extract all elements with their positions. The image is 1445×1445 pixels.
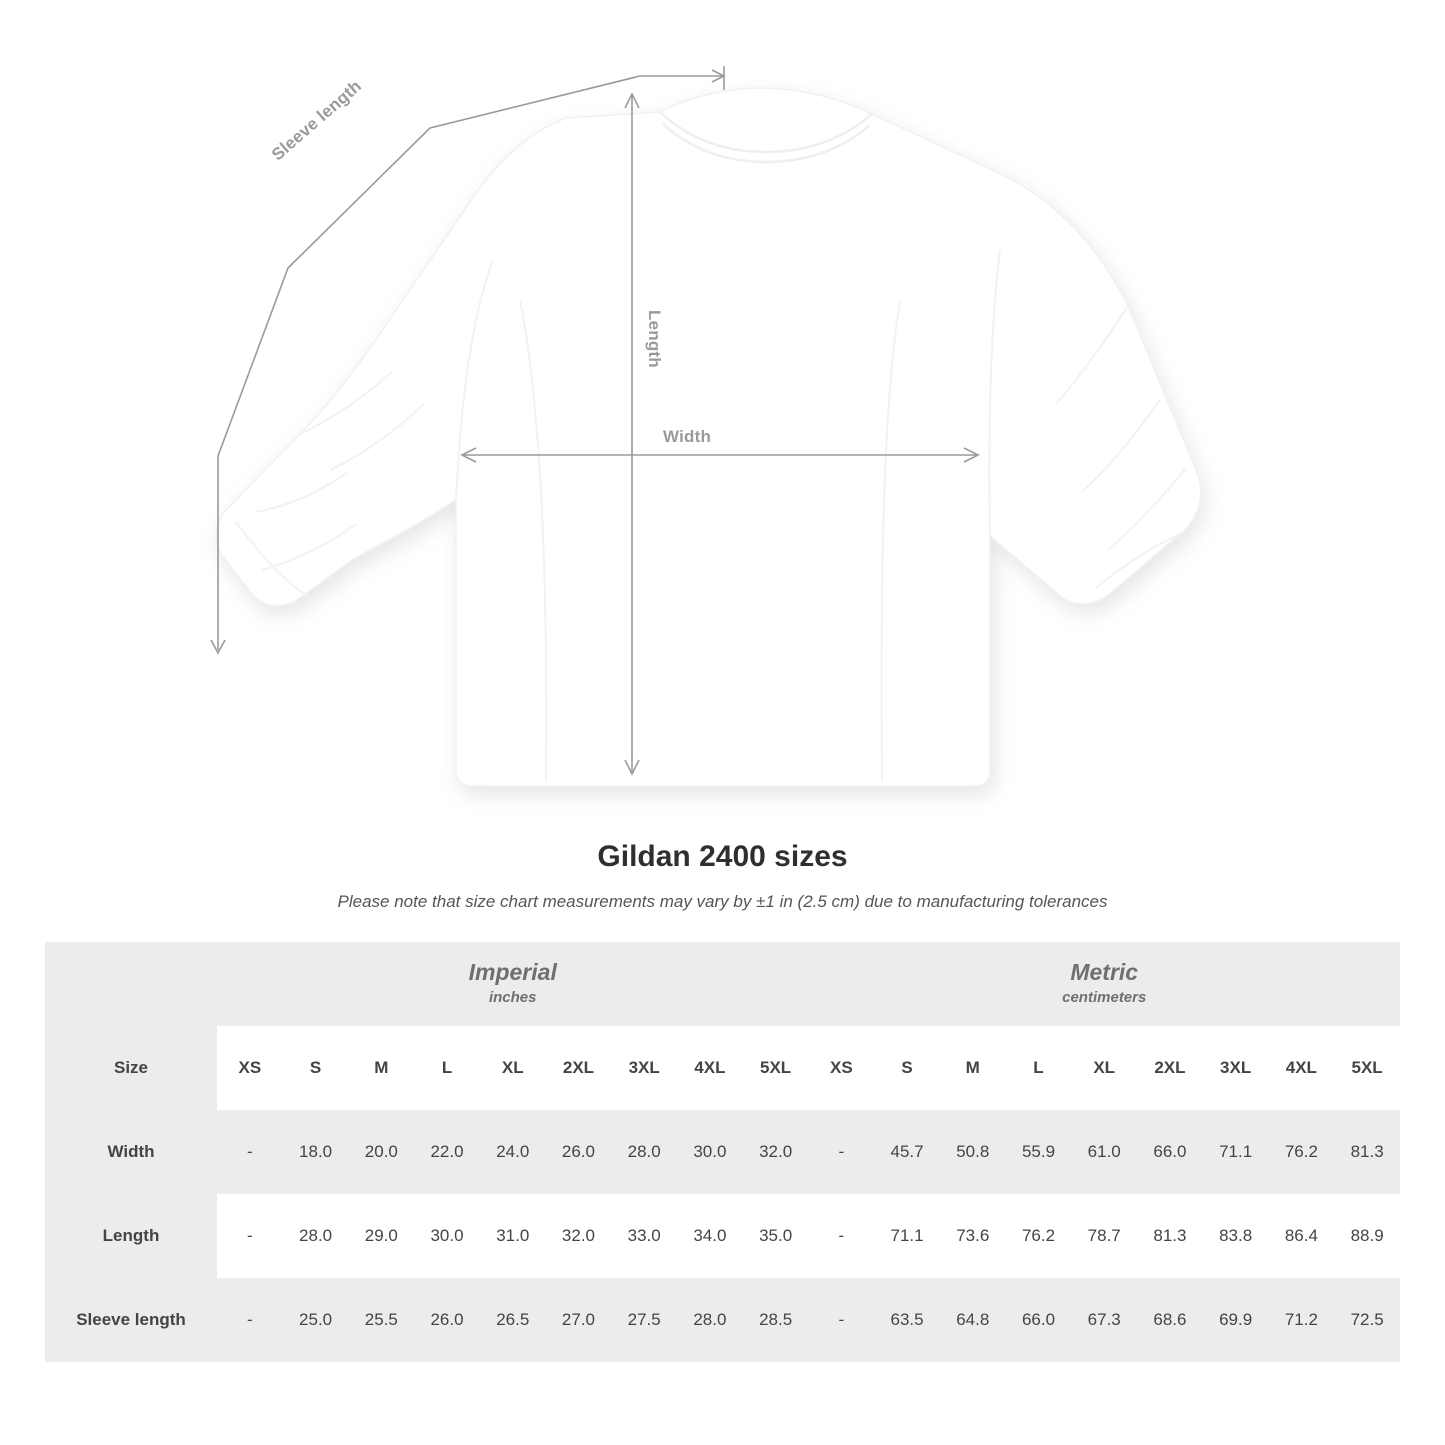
size-column-header: XL bbox=[1071, 1026, 1137, 1110]
measurement-cell: 26.0 bbox=[414, 1278, 480, 1362]
measurement-cell: 88.9 bbox=[1334, 1194, 1400, 1278]
imperial-header bbox=[217, 942, 808, 1026]
measurement-row-label: Length bbox=[45, 1194, 217, 1278]
measurement-cell: 66.0 bbox=[1006, 1278, 1072, 1362]
size-column-header: 3XL bbox=[1203, 1026, 1269, 1110]
size-column-header: XS bbox=[808, 1026, 874, 1110]
measurement-cell: 32.0 bbox=[743, 1110, 809, 1194]
measurement-cell: 72.5 bbox=[1334, 1278, 1400, 1362]
size-column-header: 5XL bbox=[1334, 1026, 1400, 1110]
measurement-cell: 50.8 bbox=[940, 1110, 1006, 1194]
title-block bbox=[0, 840, 1445, 912]
size-column-header: S bbox=[283, 1026, 349, 1110]
size-column-header: 4XL bbox=[677, 1026, 743, 1110]
measurement-cell: 28.0 bbox=[283, 1194, 349, 1278]
metric-unit-label: centimeters bbox=[1062, 989, 1147, 1007]
measurement-cell: - bbox=[217, 1194, 283, 1278]
size-header-row bbox=[45, 1026, 1400, 1110]
measurement-cell: 73.6 bbox=[940, 1194, 1006, 1278]
size-column-header: 3XL bbox=[611, 1026, 677, 1110]
measurement-cell: 55.9 bbox=[1006, 1110, 1072, 1194]
measurement-cell: 28.0 bbox=[677, 1278, 743, 1362]
measurement-cell: 66.0 bbox=[1137, 1110, 1203, 1194]
measurement-cell: 63.5 bbox=[874, 1278, 940, 1362]
measurement-cell: 18.0 bbox=[283, 1110, 349, 1194]
size-column-header: S bbox=[874, 1026, 940, 1110]
size-column-header: L bbox=[414, 1026, 480, 1110]
measurement-cell: 28.5 bbox=[743, 1278, 809, 1362]
measurement-cell: 26.5 bbox=[480, 1278, 546, 1362]
size-column-header: 2XL bbox=[546, 1026, 612, 1110]
measurement-cell: 25.0 bbox=[283, 1278, 349, 1362]
metric-system-label: Metric bbox=[1070, 958, 1139, 985]
unit-header-row bbox=[45, 942, 1400, 1026]
size-column-header: 4XL bbox=[1269, 1026, 1335, 1110]
measurement-cell: - bbox=[217, 1110, 283, 1194]
size-column-header: M bbox=[940, 1026, 1006, 1110]
measurement-row-label: Sleeve length bbox=[45, 1278, 217, 1362]
size-table-body bbox=[45, 1110, 1400, 1362]
measurement-cell: 29.0 bbox=[348, 1194, 414, 1278]
measurement-cell: 81.3 bbox=[1334, 1110, 1400, 1194]
measurement-cell: 69.9 bbox=[1203, 1278, 1269, 1362]
measurement-cell: 78.7 bbox=[1071, 1194, 1137, 1278]
table-row bbox=[45, 1110, 1400, 1194]
measurement-cell: 33.0 bbox=[611, 1194, 677, 1278]
measurement-cell: - bbox=[808, 1110, 874, 1194]
measurement-cell: 71.1 bbox=[1203, 1110, 1269, 1194]
measurement-cell: 28.0 bbox=[611, 1110, 677, 1194]
size-column-header: 5XL bbox=[743, 1026, 809, 1110]
size-table bbox=[45, 942, 1400, 1362]
measurement-cell: - bbox=[808, 1278, 874, 1362]
measurement-cell: 27.5 bbox=[611, 1278, 677, 1362]
measurement-cell: 67.3 bbox=[1071, 1278, 1137, 1362]
measurement-cell: - bbox=[217, 1278, 283, 1362]
measurement-cell: 30.0 bbox=[414, 1194, 480, 1278]
measurement-cell: 31.0 bbox=[480, 1194, 546, 1278]
measurement-cell: 68.6 bbox=[1137, 1278, 1203, 1362]
imperial-system-label: Imperial bbox=[468, 958, 557, 985]
measurement-cell: 61.0 bbox=[1071, 1110, 1137, 1194]
measurement-cell: 64.8 bbox=[940, 1278, 1006, 1362]
metric-header bbox=[808, 942, 1400, 1026]
measurement-cell: 76.2 bbox=[1006, 1194, 1072, 1278]
measurement-cell: 24.0 bbox=[480, 1110, 546, 1194]
unit-header-spacer bbox=[45, 942, 217, 1026]
measurement-cell: 45.7 bbox=[874, 1110, 940, 1194]
measurement-cell: 71.2 bbox=[1269, 1278, 1335, 1362]
measurement-cell: - bbox=[808, 1194, 874, 1278]
measurement-row-label: Width bbox=[45, 1110, 217, 1194]
size-column-header: XS bbox=[217, 1026, 283, 1110]
measurement-cell: 20.0 bbox=[348, 1110, 414, 1194]
size-column-header: 2XL bbox=[1137, 1026, 1203, 1110]
measurement-cell: 32.0 bbox=[546, 1194, 612, 1278]
size-header-label: Size bbox=[45, 1026, 217, 1110]
measurement-cell: 22.0 bbox=[414, 1110, 480, 1194]
table-row bbox=[45, 1278, 1400, 1362]
size-table-wrapper bbox=[45, 942, 1400, 1362]
measurement-cell: 71.1 bbox=[874, 1194, 940, 1278]
sleeve-length-dimension-label: Sleeve length bbox=[268, 76, 366, 165]
size-column-header: M bbox=[348, 1026, 414, 1110]
measurement-cell: 25.5 bbox=[348, 1278, 414, 1362]
measurement-cell: 76.2 bbox=[1269, 1110, 1335, 1194]
measurement-cell: 81.3 bbox=[1137, 1194, 1203, 1278]
page-title: Gildan 2400 sizes bbox=[597, 840, 848, 873]
table-row bbox=[45, 1194, 1400, 1278]
measurement-cell: 26.0 bbox=[546, 1110, 612, 1194]
measurement-cell: 83.8 bbox=[1203, 1194, 1269, 1278]
tolerance-note: Please note that size chart measurements may vary by ±1 in (2.5 cm) due to manufacturing tolerances bbox=[337, 892, 1108, 911]
length-dimension-label: Length bbox=[645, 310, 664, 368]
measurement-cell: 34.0 bbox=[677, 1194, 743, 1278]
size-column-header: XL bbox=[480, 1026, 546, 1110]
measurement-cell: 30.0 bbox=[677, 1110, 743, 1194]
width-dimension-label: Width bbox=[663, 427, 712, 446]
size-column-header: L bbox=[1006, 1026, 1072, 1110]
measurement-cell: 86.4 bbox=[1269, 1194, 1335, 1278]
imperial-unit-label: inches bbox=[488, 989, 537, 1007]
measurement-cell: 27.0 bbox=[546, 1278, 612, 1362]
measurement-cell: 35.0 bbox=[743, 1194, 809, 1278]
